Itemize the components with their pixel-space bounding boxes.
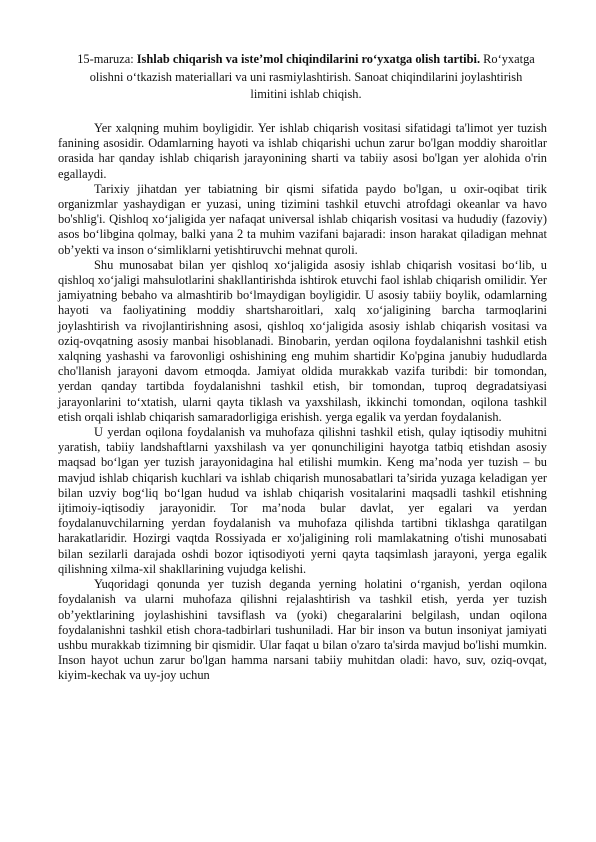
lecture-title: Ishlab chiqarish va iste’mol chiqindilarini ro‘yxatga olish tartibi. [136,52,481,66]
lecture-header [76,51,536,104]
paragraph: Shu munosabat bilan yer qishloq xo‘jaligida asosiy ishlab chiqarish vositasi bo‘lib, u qishloq xo‘jaligi mahsulotlarini shakllantirishda ishtirok etuvchi faol ishlab chiqarish omilidir. Yer jamiyatning bebaho va almashtirib bo‘lmaydigan boyligidir. U asosiy tabiiy boylik, odamlarning hayoti va faoliyatining moddiy shartsharoitlari, xalq xo‘jaligining barcha tarmoqlarini joylashtirish va rivojlantirishning asosi, qishloq xo‘jaligida asosiy ishlab chiqarish vositasi va oziq-ovqatning asosiy manbai hisoblanadi. Binobarin, yerdan oqilona foydalanishni tashkil etish xalqning yashashi va farovonligi oshishining eng muhim shartidir Ko'pgina janubiy hududlarda cho'llanish jarayoni davom etmoqda. Jamiyat oldida murakkab vazifa turibdi: bir tomondan, yerdan qanday tartibda foydalanishni tashkil etish, bir tomondan, tuproq degradatsiyasi jarayonlarini to‘xtatish, ularni qayta tiklash va yaxshilash, ikkinchi tomondan, oqilona tashkil etish orqali ishlab chiqarish samaradorligiga erishish. yerga egalik va yerdan foydalanish. [58,257,547,424]
paragraph: U yerdan oqilona foydalanish va muhofaza qilishni tashkil etish, qulay iqtisodiy muhitni yaratish, tabiiy landshaftlarni yaxshilash va yer qonunchiligini hayotga tatbiq etishdan asosiy maqsad bo‘lgan yer tuzish jarayonidagina hal etilishi mumkin. Keng ma’noda yer tuzish – bu mavjud ishlab chiqarish kuchlari va ishlab chiqarish munosabatlari ta’sirida yuzaga keladigan yer bilan uzviy bog‘liq bo‘lgan hudud va ishlab chiqarish vositalarini maqsadli tashkil etishning ijtimoiy-iqtisodiy jarayonidir. Tor ma’noda bular davlat, yer egalari va yerdan foydalanuvchilarning yerdan foydalanish va muhofaza qilishda tartibni tiklashga qaratilgan harakatlaridir. Hozirgi vaqtda Rossiyada er xo'jaligining roli mamlakatning o'tishi munosabati bilan sezilarli darajada oshdi bozor iqtisodiyoti yerni qayta taqsimlash jarayoni, yerga egalik qilishning xilma-xil shakllarining vujudga kelishi. [58,425,547,576]
document-body [58,121,547,684]
lecture-subtitle: Ro‘yxatga olishni o‘tkazish materiallari va uni rasmiylashtirish. Sanoat chiqindilarini joylashtirish limitini ishlab chiqish. [89,52,535,101]
paragraph: Yer xalqning muhim boyligidir. Yer ishlab chiqarish vositasi sifatidagi ta'limot yer tuzish fanining asosidir. Odamlarning hayoti va ishlab chiqarishi uchun zarur bo'lgan moddiy sharoitlar orasida har qanday ishlab chiqarish jarayonining sharti va tabiiy asosi bo'lgan yer alohida o'rin egallaydi. [58,121,547,181]
paragraph: Yuqoridagi qonunda yer tuzish deganda yerning holatini o‘rganish, yerdan oqilona foydalanish va ularni muhofaza qilishni rejalashtirish va tashkil etish, yerda yer tuzish ob’yektlarining joylashishini tavsiflash va (yoki) chegaralarini belgilash, undan oqilona foydalanishni tashkil etish chora-tadbirlari tushuniladi. Har bir inson va butun insoniyat jamiyati ushbu murakkab tizimning bir qismidir. Ular faqat u bilan o'zaro ta'sirda mavjud bo'lishi mumkin. Inson hayot uchun zarur bo'lgan hamma narsani tabiiy muhitdan oladi: havo, suv, oziq-ovqat, kiyim-kechak va uy-joy uchun [58,577,547,683]
paragraph: Tarixiy jihatdan yer tabiatning bir qismi sifatida paydo bo'lgan, u oxir-oqibat tirik organizmlar yashaydigan er yuzasi, uning tizimini tashkil etuvchi atrofdagi okeanlar va havo bo'shlig'i. Qishloq xo‘jaligida yer nafaqat universal ishlab chiqarish vositasi va hududiy (fazoviy) asos bo‘libgina qolmay, balki yana 2 ta muhim vazifani bajaradi: inson harakat qiladigan mehnat ob’yekti va inson o‘simliklarni yetishtiruvchi mehnat quroli. [58,181,547,257]
lecture-number: 15-maruza: [77,52,137,66]
